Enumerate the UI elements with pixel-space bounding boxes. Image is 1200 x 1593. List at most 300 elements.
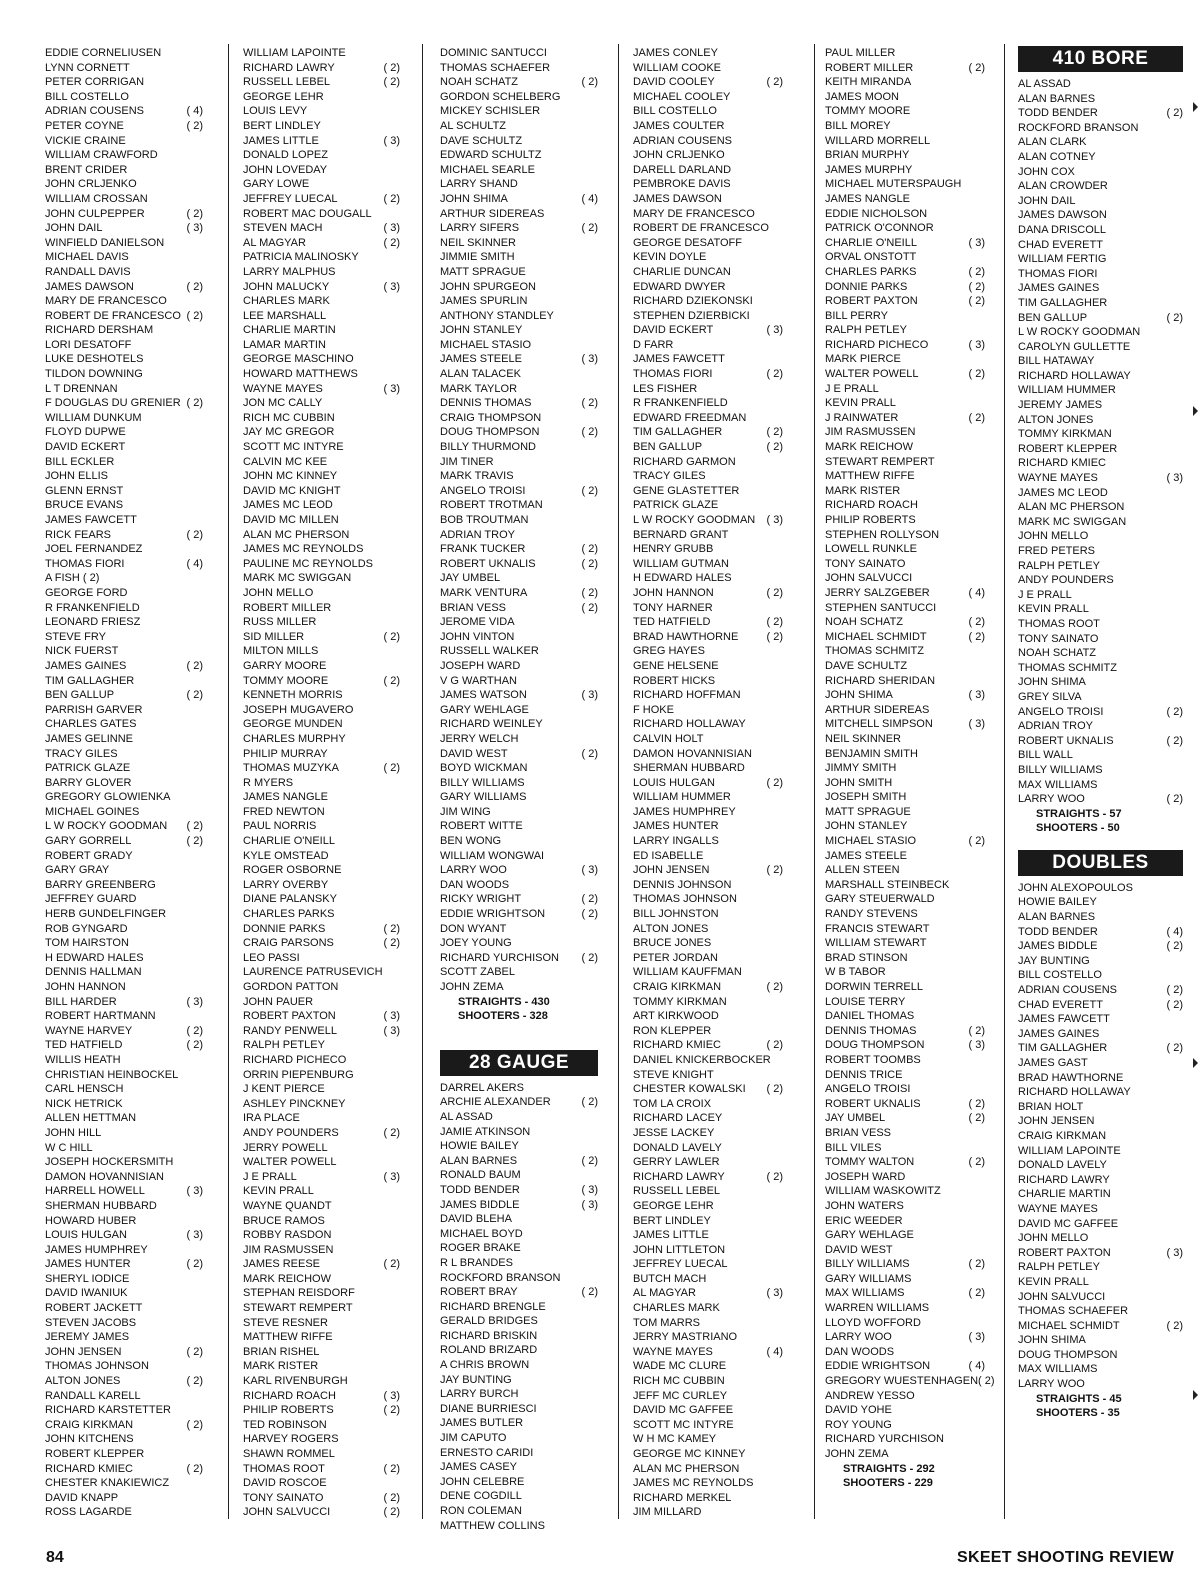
entrant-name: BARRY GLOVER: [45, 776, 132, 789]
entrant-name: ALTON JONES: [633, 922, 709, 935]
list-item: [633, 1389, 783, 1404]
entrant-name: GENE GLASTETTER: [633, 484, 740, 497]
entry-count: ( 2): [766, 981, 783, 993]
column-rule: [422, 44, 423, 1519]
entrant-name: RONALD BAUM: [440, 1169, 521, 1182]
list-item: [243, 1462, 400, 1477]
entrant-name: JOSEPH SMITH: [825, 791, 907, 804]
list-item: [1018, 1158, 1183, 1173]
list-item: [440, 207, 598, 222]
entrant-name: GORDON SCHELBERG: [440, 90, 561, 103]
list-item: [243, 1432, 400, 1447]
entrant-name: MARK REICHOW: [243, 1272, 331, 1285]
list-item: [1018, 1275, 1183, 1290]
list-item: [825, 528, 985, 543]
entrant-name: DIANE PALANSKY: [243, 893, 337, 906]
entrant-name: GARRY MOORE: [243, 659, 327, 672]
entrant-name: PAUL NORRIS: [243, 820, 317, 833]
list-item: [440, 1227, 598, 1242]
list-item: [633, 557, 783, 572]
list-item: [440, 1271, 598, 1286]
list-item: [440, 280, 598, 295]
entrant-name: THOMAS SCHAEFER: [440, 61, 551, 74]
list-item: [633, 440, 783, 455]
entrant-name: MICHAEL GOINES: [45, 805, 140, 818]
list-item: [243, 396, 400, 411]
entry-count: ( 4): [186, 105, 203, 118]
list-item: [1018, 661, 1183, 676]
entrant-name: LOUISE TERRY: [825, 995, 906, 1008]
list-item: [45, 250, 203, 265]
list-item: [633, 163, 783, 178]
list-item: [1018, 383, 1183, 398]
list-item: [825, 776, 985, 791]
entrant-name: SHAWN ROMMEL: [243, 1448, 335, 1460]
list-item: [825, 425, 985, 440]
list-item: [440, 688, 598, 703]
entrant-name: LOUIS LEVY: [243, 105, 308, 118]
list-item: [633, 732, 783, 747]
entrant-name: JOHN KITCHENS: [45, 1433, 134, 1446]
list-item: [45, 469, 203, 484]
entrant-name: THOMAS MUZYKA: [243, 762, 339, 775]
list-item: [440, 250, 598, 265]
entry-count: ( 2): [581, 543, 598, 556]
entry-count: ( 2): [1166, 734, 1183, 747]
list-item: [1018, 92, 1183, 107]
list-item: [45, 1170, 203, 1185]
list-item: [45, 1228, 203, 1243]
list-item: [1018, 719, 1183, 734]
entrant-name: RICHARD BRENGLE: [440, 1300, 546, 1313]
entry-count: ( 3): [383, 134, 400, 147]
entrant-name: LOUIS HULGAN: [45, 1229, 127, 1242]
list-item: [243, 338, 400, 353]
list-item: [243, 1418, 400, 1433]
list-item: [825, 309, 985, 324]
entrant-name: JAMES CONLEY: [633, 47, 718, 59]
list-item: [825, 878, 985, 893]
list-item: [1018, 939, 1183, 954]
entrant-name: WILLIAM STEWART: [825, 937, 927, 950]
list-item: [633, 119, 783, 134]
entrant-name: BRUCE RAMOS: [243, 1214, 325, 1227]
list-item: [440, 571, 598, 586]
entrant-name: RICHARD KMIEC: [633, 1039, 722, 1052]
list-item: [243, 1009, 400, 1024]
entry-count: ( 2): [968, 280, 985, 293]
list-item: [825, 104, 985, 119]
entry-count: ( 2): [383, 922, 400, 935]
list-item: [825, 1053, 985, 1068]
entrant-name: RON KLEPPER: [633, 1024, 712, 1037]
entrant-name: THOMAS SCHMITZ: [1018, 661, 1117, 674]
entry-count: ( 2): [186, 1375, 203, 1388]
list-item: [633, 965, 783, 980]
list-item: [243, 498, 400, 513]
entry-count: ( 2): [186, 1024, 203, 1037]
list-item: [440, 936, 598, 951]
list-item: [440, 1460, 598, 1475]
list-item: [825, 849, 985, 864]
entry-count: ( 2): [581, 397, 598, 410]
list-item: [633, 1228, 783, 1243]
entrant-name: STEVE KNIGHT: [633, 1068, 714, 1081]
list-item: [440, 352, 598, 367]
entrant-name: RICHARD YURCHISON: [825, 1433, 944, 1446]
entry-count: ( 3): [968, 338, 985, 351]
list-item: [440, 1285, 598, 1300]
list-item: [825, 571, 985, 586]
entrant-name: WILLIAM COOKE: [633, 61, 722, 74]
list-item: [1018, 544, 1183, 559]
entrant-name: CHESTER KOWALSKI: [633, 1083, 746, 1096]
entrant-name: GREGORY WUESTENHAGEN( 2): [825, 1375, 995, 1388]
entry-count: ( 2): [186, 1345, 203, 1358]
entrant-name: STEPHEN DZIERBICKI: [633, 309, 750, 322]
list-item: [45, 601, 203, 616]
entry-count: ( 2): [186, 820, 203, 833]
list-item: [440, 1504, 598, 1519]
list-item: [243, 1199, 400, 1214]
list-item: [633, 352, 783, 367]
list-item: [440, 819, 598, 834]
entrant-name: PHILIP MURRAY: [243, 747, 328, 760]
entrant-name: JAMES FAWCETT: [45, 514, 137, 526]
list-item: [633, 1330, 783, 1345]
entrant-name: BRAD STINSON: [825, 951, 908, 964]
list-item: [825, 46, 985, 61]
entrant-name: SCOTT MC INTYRE: [243, 441, 344, 454]
entry-count: ( 2): [766, 426, 783, 439]
entrant-name: GORDON PATTON: [243, 981, 339, 993]
list-item: [440, 396, 598, 411]
list-item: [825, 1141, 985, 1156]
list-item: [633, 1491, 783, 1506]
list-item: [440, 1081, 598, 1096]
list-item: [825, 163, 985, 178]
list-item: [1018, 267, 1183, 282]
list-item: [1018, 1260, 1183, 1275]
list-item: [440, 221, 598, 236]
list-item: [45, 703, 203, 718]
list-item: [633, 1053, 783, 1068]
entrant-name: JERRY SALZGEBER: [825, 586, 930, 599]
entrant-name: JAMES HUMPHREY: [45, 1243, 148, 1256]
list-item: [45, 1111, 203, 1126]
entry-count: ( 2): [766, 1039, 783, 1052]
entrant-name: DANIEL KNICKERBOCKER: [633, 1053, 771, 1066]
entrant-name: RICHARD ROACH: [825, 499, 918, 512]
entry-count: ( 3): [766, 1287, 783, 1300]
entrant-name: GEORGE MC KINNEY: [633, 1448, 746, 1460]
entry-count: ( 3): [581, 864, 598, 877]
list-item: [243, 1316, 400, 1331]
entrant-name: TED ROBINSON: [243, 1418, 327, 1431]
entrant-name: H EDWARD HALES: [45, 951, 144, 964]
entrant-name: NICK FUERST: [45, 645, 119, 658]
entrant-name: HOWIE BAILEY: [1018, 896, 1097, 909]
list-item: [243, 1126, 400, 1141]
list-item: [243, 1272, 400, 1287]
entrant-name: JOHN LOVEDAY: [243, 163, 328, 176]
entrant-name: BARRY GREENBERG: [45, 878, 156, 891]
entrant-name: THOMAS SCHAEFER: [1018, 1305, 1129, 1318]
list-item: [1018, 208, 1183, 223]
list-item: [243, 1374, 400, 1389]
entry-count: ( 2): [383, 192, 400, 205]
list-item: [825, 644, 985, 659]
entrant-name: ADRIAN TROY: [1018, 720, 1093, 733]
entrant-name: MICKEY SCHISLER: [440, 105, 541, 118]
list-item: [633, 1374, 783, 1389]
list-item: [825, 1126, 985, 1141]
entrant-name: CHESTER KNAKIEWICZ: [45, 1477, 170, 1490]
list-item: [45, 294, 203, 309]
entrant-name: A FISH ( 2): [45, 572, 100, 585]
entrant-name: BILL MOREY: [825, 119, 891, 132]
list-item: [440, 1168, 598, 1183]
entrant-name: JOHN JENSEN: [1018, 1115, 1095, 1128]
entrant-name: KEITH MIRANDA: [825, 76, 912, 89]
list-item: [825, 396, 985, 411]
entrant-name: MATTHEW RIFFE: [243, 1331, 333, 1344]
list-item: [1018, 954, 1183, 969]
entrant-name: WILLIAM KAUFFMAN: [633, 966, 742, 979]
list-item: [440, 455, 598, 470]
entrant-name: RANDALL KARELL: [45, 1389, 141, 1402]
entrant-name: WILLIAM CROSSAN: [45, 192, 148, 205]
entrant-name: ADRIAN COUSENS: [45, 105, 145, 118]
list-item: [633, 1359, 783, 1374]
list-item: [633, 601, 783, 616]
list-item: [825, 717, 985, 732]
entrant-name: CRAIG KIRKMAN: [45, 1418, 134, 1431]
list-item: [243, 717, 400, 732]
entrant-name: R L BRANDES: [440, 1256, 513, 1269]
entrant-name: BILL HARDER: [45, 995, 117, 1008]
entry-count: ( 2): [766, 441, 783, 454]
entry-count: ( 3): [383, 1389, 400, 1402]
entrant-name: JAMES REESE: [243, 1258, 321, 1271]
entrant-name: DAVID ROSCOE: [243, 1477, 327, 1490]
entrant-name: JAMES WATSON: [440, 689, 527, 702]
entrant-name: JOHN SALVUCCI: [243, 1506, 331, 1519]
list-item: [1018, 1290, 1183, 1305]
list-item: [45, 805, 203, 820]
list-item: [633, 834, 783, 849]
entry-count: ( 3): [766, 514, 783, 526]
entrant-name: JIM RASMUSSEN: [243, 1243, 334, 1256]
entry-count: ( 2): [186, 207, 203, 220]
list-item: [45, 455, 203, 470]
entrant-name: RICHARD MERKEL: [633, 1491, 732, 1504]
list-item: [440, 1154, 598, 1169]
entrant-name: BRENT CRIDER: [45, 163, 128, 176]
list-item: [825, 907, 985, 922]
entrant-name: JOHN JENSEN: [633, 864, 710, 877]
list-item: [1018, 529, 1183, 544]
list-item: [825, 352, 985, 367]
entrant-name: WAYNE HARVEY: [45, 1024, 133, 1037]
entrant-name: LOUIS HULGAN: [633, 776, 715, 789]
list-item: [825, 1374, 995, 1389]
entrant-name: GARY WEHLAGE: [440, 703, 529, 716]
entrant-name: STEVEN JACOBS: [45, 1316, 137, 1329]
entrant-name: STEPHEN ROLLYSON: [825, 528, 940, 541]
entrant-name: RICHARD PICHECO: [825, 338, 929, 351]
entrant-name: DAVID MC GAFFEE: [633, 1404, 734, 1417]
entrant-name: JAY UMBEL: [440, 572, 501, 585]
list-item: [825, 367, 985, 382]
entrant-name: ROBERT PAXTON: [243, 1010, 336, 1023]
list-item: [45, 1286, 203, 1301]
list-item: [243, 805, 400, 820]
entrant-name: JERRY POWELL: [243, 1141, 328, 1154]
entrant-name: DAVID MC KNIGHT: [243, 484, 341, 497]
entrant-name: DAN WOODS: [440, 878, 510, 891]
list-item: [45, 265, 203, 280]
entrant-name: EDDIE CORNELIUSEN: [45, 47, 162, 59]
list-item: [243, 965, 400, 980]
list-item: [440, 659, 598, 674]
entry-count: ( 2): [766, 368, 783, 381]
list-item: [243, 280, 400, 295]
entrant-name: JESSE LACKEY: [633, 1126, 715, 1139]
list-item: [243, 1243, 400, 1258]
list-item: [243, 484, 400, 499]
entry-count: ( 2): [968, 1287, 985, 1300]
entry-count: ( 2): [186, 1418, 203, 1431]
entry-count: ( 2): [186, 397, 203, 410]
entrant-name: JOSEPH WARD: [440, 659, 521, 672]
entrant-name: TOMMY KIRKMAN: [633, 995, 727, 1008]
entrant-name: SHERMAN HUBBARD: [45, 1199, 157, 1212]
entrant-name: JOHN COX: [1018, 165, 1075, 178]
entrant-name: THOMAS SCHMITZ: [825, 645, 924, 658]
list-item: [1018, 998, 1183, 1013]
entry-count: ( 3): [186, 1185, 203, 1198]
list-item: [633, 688, 783, 703]
list-item: [243, 1068, 400, 1083]
entrant-name: GARY LOWE: [243, 178, 310, 191]
entry-count: ( 2): [581, 484, 598, 497]
entrant-name: ROBERT BRAY: [440, 1286, 518, 1299]
entrant-name: BERT LINDLEY: [243, 119, 321, 132]
entrant-name: KEVIN PRALL: [1018, 1275, 1089, 1288]
list-item: [440, 878, 598, 893]
entrant-name: DAVID WEST: [440, 747, 508, 760]
entrant-name: WALTER POWELL: [825, 368, 919, 381]
entrant-name: JOHN PAUER: [243, 995, 314, 1008]
entrant-name: JAMES CASEY: [440, 1461, 518, 1474]
list-item: [440, 323, 598, 338]
list-item: [825, 1330, 985, 1345]
list-item: [243, 46, 400, 61]
list-item: [633, 892, 783, 907]
list-item: [45, 323, 203, 338]
entry-count: ( 2): [1166, 1319, 1183, 1332]
list-item: [45, 1432, 203, 1447]
entrant-name: RICH MC CUBBIN: [243, 411, 335, 424]
list-item: [440, 104, 598, 119]
entrant-name: PAULINE MC REYNOLDS: [243, 557, 373, 570]
entry-count: ( 2): [383, 630, 400, 643]
list-item: [1018, 925, 1183, 940]
list-item: [1018, 1304, 1183, 1319]
margin-mark: [1193, 102, 1198, 112]
entrant-name: CHRISTIAN HEINBOCKEL: [45, 1068, 179, 1081]
list-item: [825, 586, 985, 601]
list-item: [45, 776, 203, 791]
list-item: [45, 1155, 203, 1170]
entrant-name: TED HATFIELD: [633, 616, 711, 629]
list-item: [45, 1199, 203, 1214]
list-item: [825, 1024, 985, 1039]
entrant-name: DOMINIC SANTUCCI: [440, 47, 547, 59]
list-item: [243, 104, 400, 119]
entrant-name: PHILIP ROBERTS: [243, 1404, 334, 1417]
entrant-name: DENE COGDILL: [440, 1490, 522, 1503]
entrant-name: JAMES DAWSON: [633, 192, 722, 205]
list-item: [243, 1330, 400, 1345]
list-item: [45, 571, 203, 586]
entry-count: ( 3): [1166, 472, 1183, 485]
list-item: [1018, 763, 1183, 778]
list-item: [1018, 500, 1183, 515]
entrant-name: LARRY SIFERS: [440, 222, 520, 235]
entrant-name: STEVE FRY: [45, 630, 106, 643]
list-item: [243, 674, 400, 689]
list-item: [45, 425, 203, 440]
entrant-name: JOHN SHIMA: [1018, 676, 1086, 689]
entrant-name: W H MC KAMEY: [633, 1433, 717, 1446]
list-item: [825, 1038, 985, 1053]
entrant-name: BILLY WILLIAMS: [1018, 763, 1103, 776]
list-item: [45, 1403, 203, 1418]
list-item: [440, 134, 598, 149]
entry-count: ( 2): [186, 1039, 203, 1052]
list-item: [440, 951, 598, 966]
entrant-name: BEN GALLUP: [633, 441, 703, 454]
entrant-name: RICHARD SHERIDAN: [825, 674, 936, 687]
list-item: [243, 1301, 400, 1316]
list-item: [633, 61, 783, 76]
list-item: [825, 819, 985, 834]
entrant-name: BILLY WILLIAMS: [440, 776, 525, 789]
entrant-name: RICHARD HOLLAWAY: [1018, 1086, 1131, 1099]
entrant-name: JAMES MC LEOD: [1018, 486, 1108, 499]
list-item: [243, 878, 400, 893]
entry-count: ( 2): [766, 630, 783, 643]
entrant-name: ALLEN STEEN: [825, 864, 900, 877]
entrant-name: BILL WALL: [1018, 749, 1073, 762]
entry-count: ( 2): [968, 295, 985, 308]
list-item: [45, 513, 203, 528]
list-item: [440, 761, 598, 776]
list-item: [825, 674, 985, 689]
list-item: [633, 1038, 783, 1053]
list-item: [1018, 179, 1183, 194]
entrant-name: DONALD LAVELY: [633, 1141, 722, 1154]
entrant-name: JEROME VIDA: [440, 616, 515, 629]
list-item: [633, 1272, 783, 1287]
entry-count: ( 2): [186, 659, 203, 672]
list-item: [633, 104, 783, 119]
list-item: [440, 90, 598, 105]
list-item: [243, 1345, 400, 1360]
list-item: [825, 1111, 985, 1126]
